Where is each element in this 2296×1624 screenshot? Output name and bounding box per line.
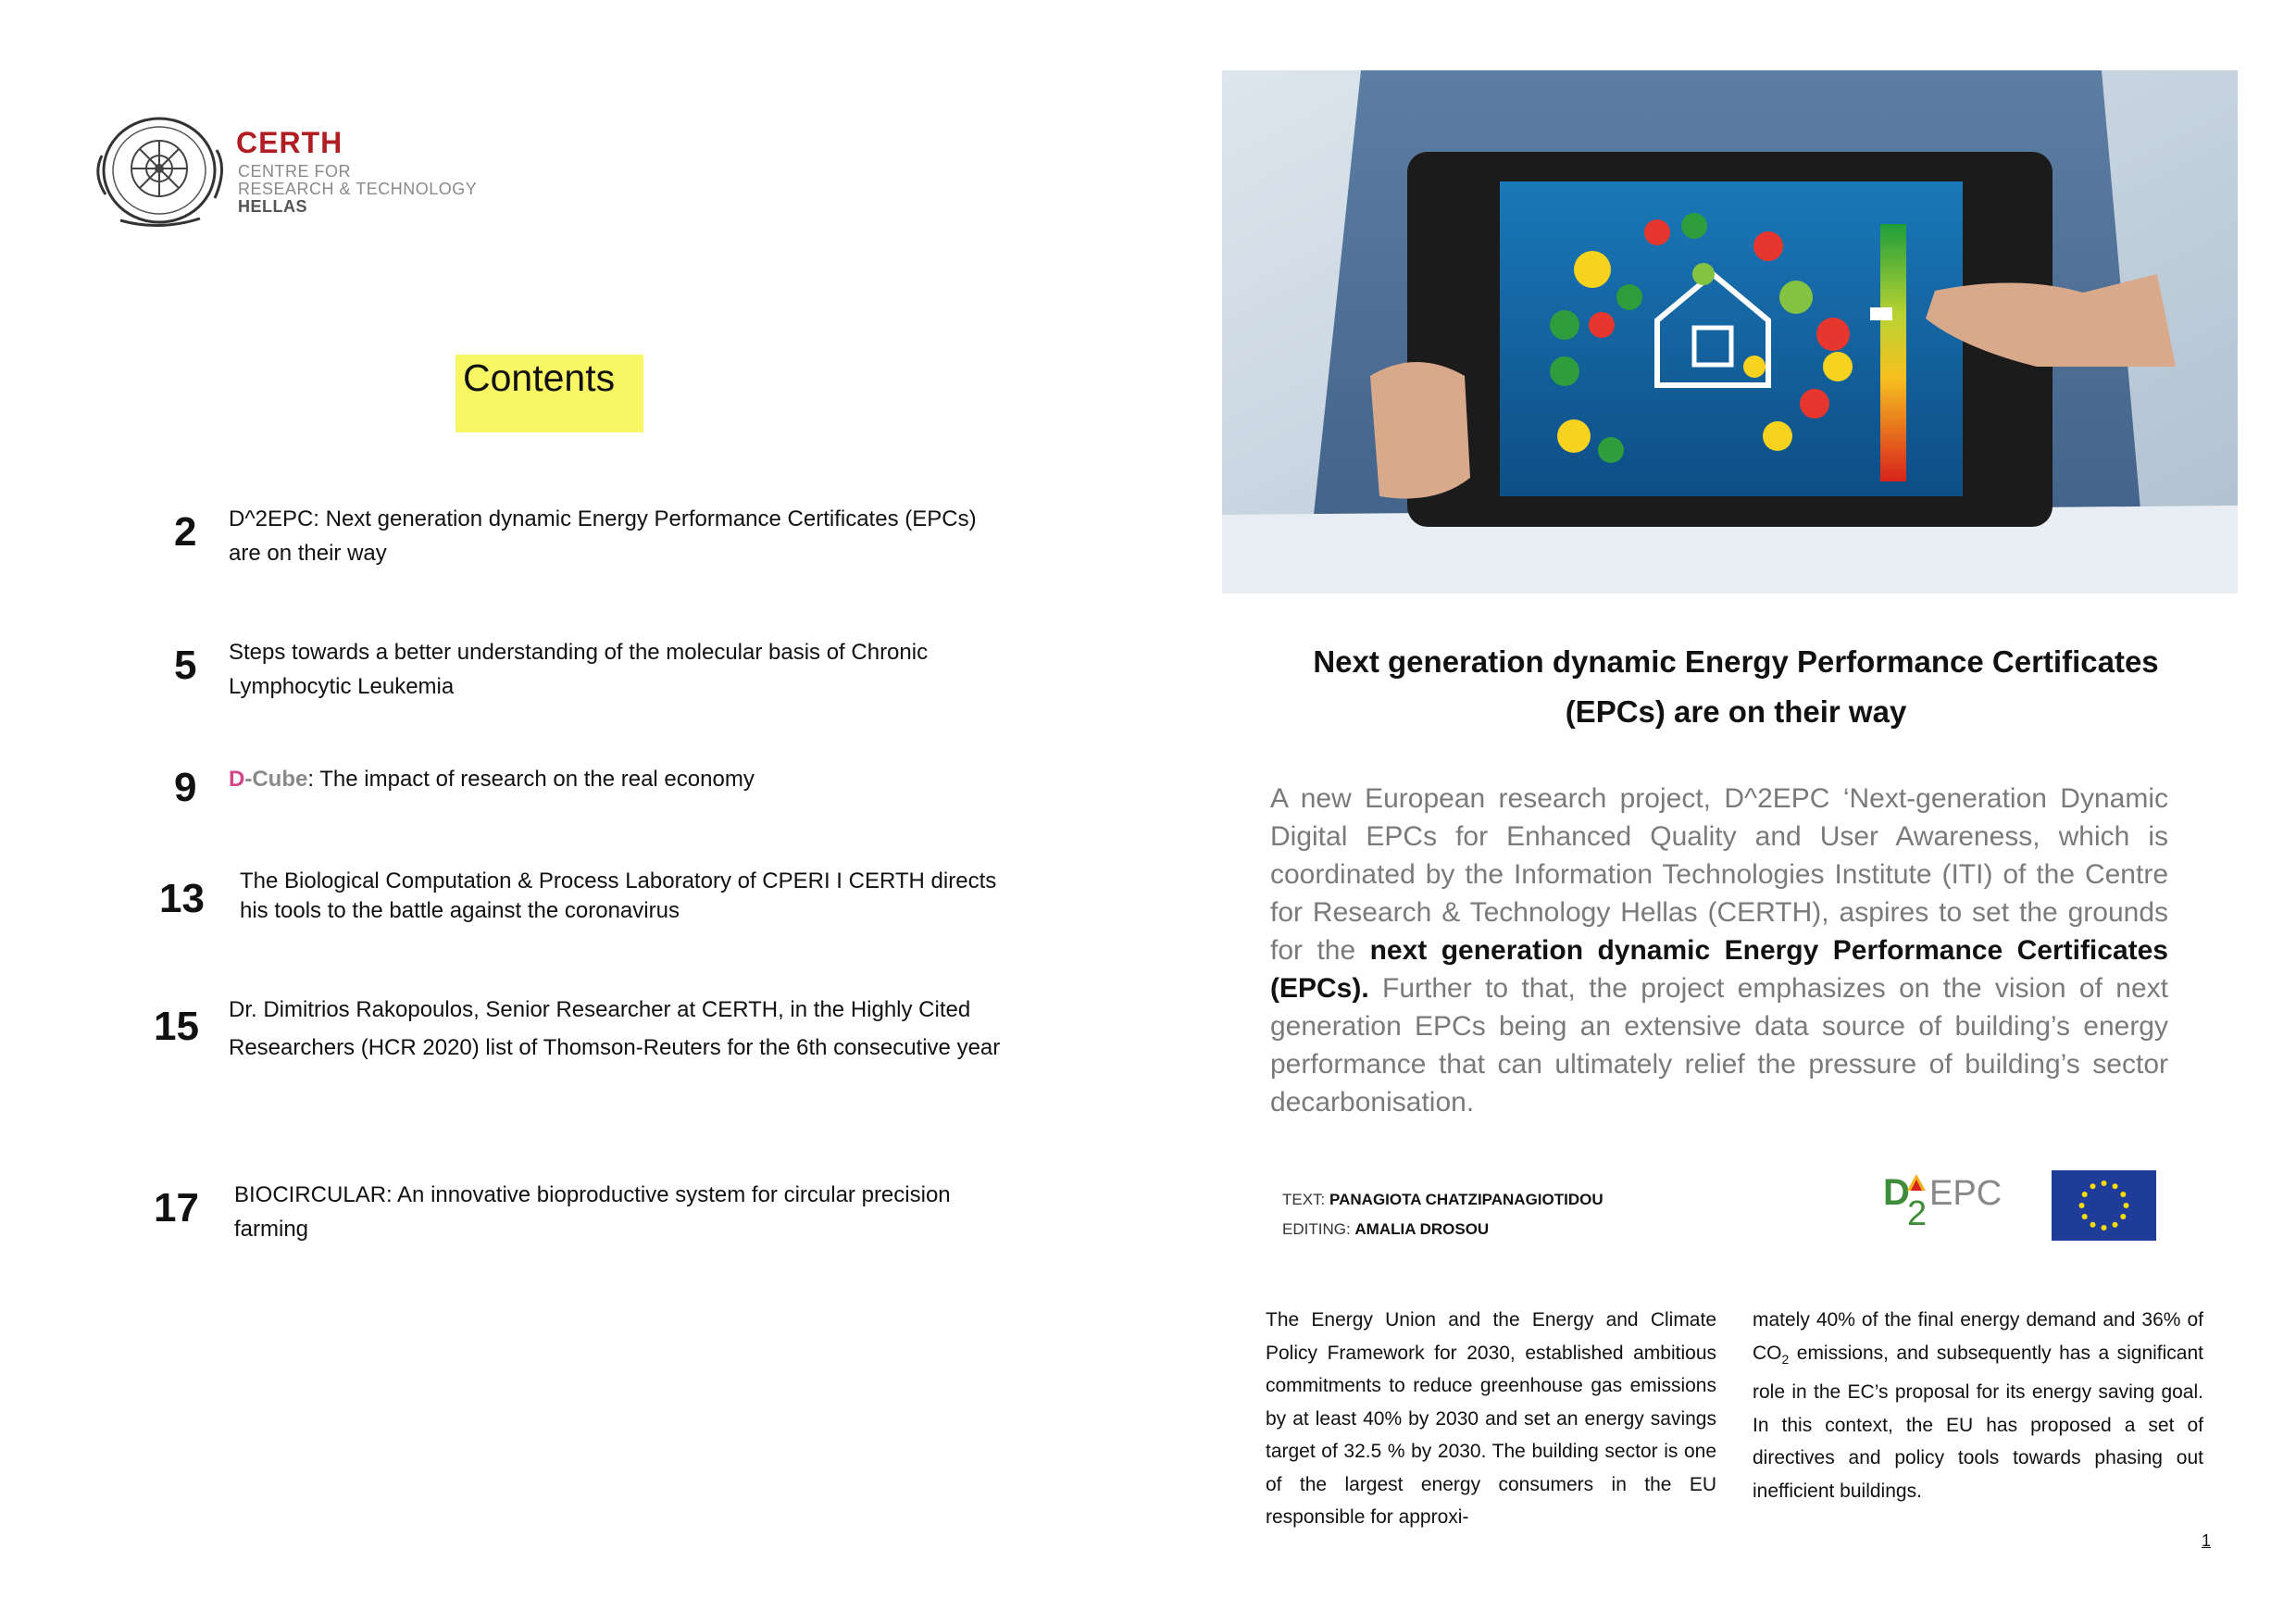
d2epc-epc: EPC (1929, 1174, 2003, 1213)
contents-title: Contents (463, 356, 616, 399)
certh-subtitle-1: CENTRE FOR (238, 162, 351, 181)
toc-item-3-text: : The impact of research on the real economy (307, 767, 755, 792)
certh-seal-icon (93, 109, 230, 230)
article-title-line-1: Next generation dynamic Energy Performance Certificates (1313, 644, 2159, 679)
credit-text (1282, 1191, 1603, 1209)
credit-edit-label: EDITING: (1282, 1220, 1351, 1238)
certh-subtitle-3: HELLAS (238, 197, 307, 216)
article-title (1278, 637, 2194, 737)
certh-brand: CERTH (236, 126, 343, 159)
body-column-2 (1753, 1304, 2203, 1507)
co2-subscript: 2 (1781, 1351, 1790, 1367)
body-column-1: The Energy Union and the Energy and Climate Policy Framework for 2030, established ambitious commitments to reduce greenhouse gas emissions by at least 40% by 2030 and set an energy savings target of 32.5 % by 2030. The building sector is one of the largest energy consumers in the EU responsible for approxi- (1266, 1309, 1716, 1528)
toc-item-5[interactable]: Dr. Dimitrios Rakopoulos, Senior Researcher at CERTH, in the Highly Cited Researchers (HCR 2020) list of Thomson-Reuters for the 6th consecutive year (229, 997, 1001, 1060)
d2epc-roof-icon (1907, 1174, 1926, 1191)
credit-text-label: TEXT: (1282, 1191, 1326, 1208)
d2epc-d: D (1883, 1172, 1910, 1213)
col2-text-1: mately 40% of the final energy demand and 36% of CO (1753, 1309, 2203, 1364)
hero-image (1222, 70, 2238, 593)
toc-page-13: 13 (159, 876, 205, 921)
toc-page-9: 9 (174, 765, 197, 810)
certh-subtitle-2: RESEARCH & TECHNOLOGY (238, 180, 478, 198)
d2epc-two: 2 (1907, 1194, 1928, 1233)
lead-bold: next generation dynamic Energy Performance Certificates (EPCs). (1270, 935, 2168, 1004)
toc-item-4[interactable]: The Biological Computation & Process Laboratory of CPERI I CERTH directs his tools to the battle against the coronavirus (240, 868, 997, 923)
credit-editing (1282, 1220, 1489, 1239)
article-title-line-2: (EPCs) are on their way (1565, 694, 1907, 729)
eu-flag (2052, 1170, 2156, 1241)
d2epc-logo (1883, 1168, 2013, 1238)
article-lead (1270, 780, 2168, 1121)
toc-item-1[interactable]: D^2EPC: Next generation dynamic Energy Performance Certificates (EPCs) are on their way (229, 506, 977, 566)
dcube-d: D (229, 767, 245, 792)
toc-item-6[interactable]: BIOCIRCULAR: An innovative bioproductive system for circular precision farming (234, 1182, 951, 1242)
lead-text-1: A new European research project, D^2EPC ‘Next-generation Dynamic Digital EPCs for Enhanced Quality and User Awareness, which is coordinated by the Information Technologies Institute (ITI) of the Centre for Research & Technology Hellas (CERTH), aspires to set the grounds for the (1270, 783, 2168, 966)
toc-page-15: 15 (154, 1004, 199, 1049)
page-number: 1 (2202, 1531, 2212, 1550)
toc-page-17: 17 (154, 1185, 199, 1230)
toc-page-5: 5 (174, 643, 197, 688)
lead-text-2: Further to that, the project emphasizes on the vision of next generation EPCs being an extensive data source of building’s energy performance that can ultimately relief the pressure of building’s sector decarbonisation. (1270, 973, 2168, 1118)
toc-item-3[interactable] (229, 762, 1043, 796)
eu-stars-icon (2052, 1170, 2156, 1241)
toc-page-2: 2 (174, 509, 197, 555)
col2-text-2: emissions, and subsequently has a significant role in the EC’s proposal for its energy saving goal. In this context, the EU has proposed a set of directives and policy tools towards phasing out inefficient buildings. (1753, 1342, 2203, 1502)
credit-text-name: PANAGIOTA CHATZIPANAGIOTIDOU (1329, 1191, 1603, 1208)
credit-edit-name: AMALIA DROSOU (1354, 1220, 1490, 1238)
dcube-rest: -Cube (244, 767, 308, 792)
smart-home-tablet-illustration (1222, 70, 2238, 593)
certh-logo (93, 109, 491, 239)
toc-item-2[interactable]: Steps towards a better understanding of the molecular basis of Chronic Lymphocytic Leukemia (229, 640, 929, 699)
